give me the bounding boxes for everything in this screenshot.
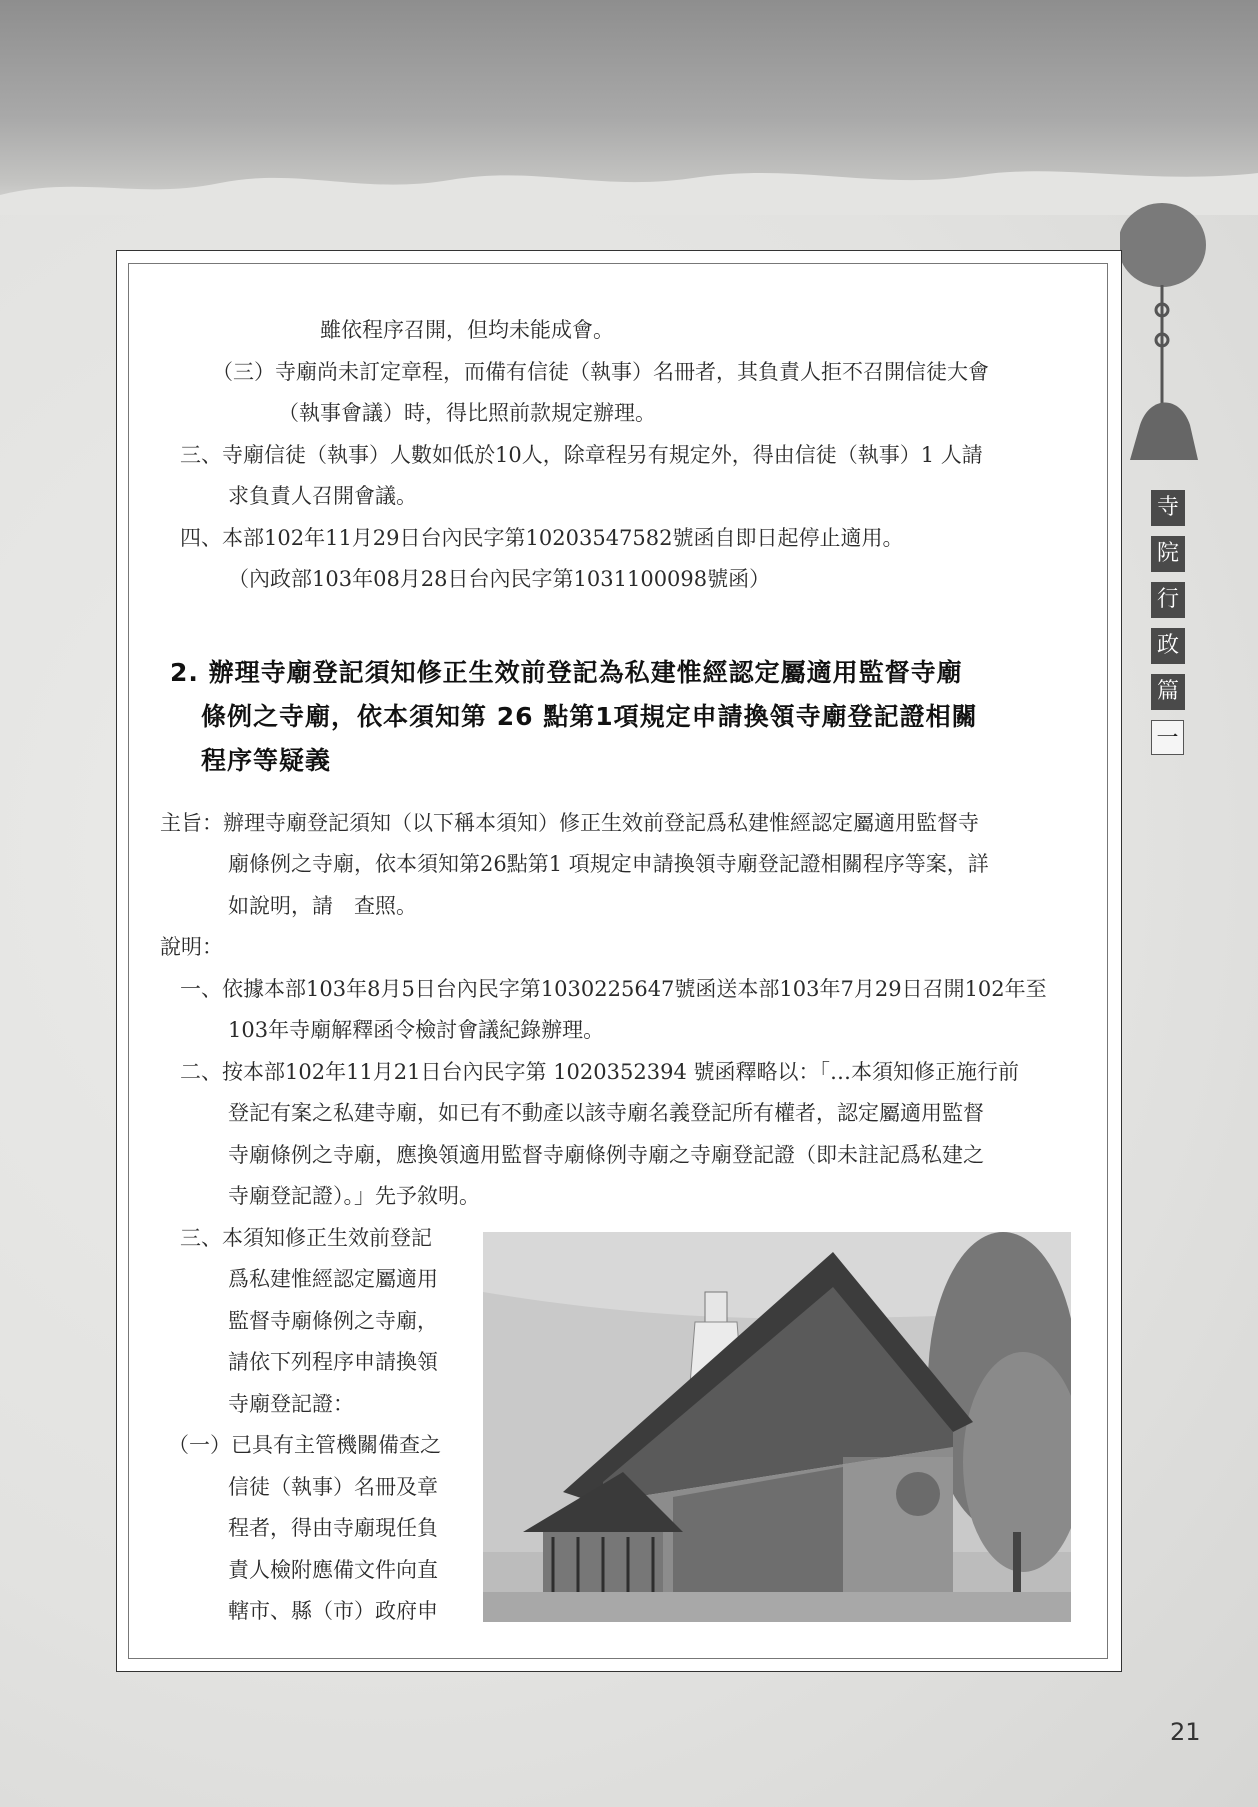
text-line: 四、本部102年11月29日台內民字第10203547582號函自即日起停止適用。 (180, 525, 904, 550)
text-line: 請依下列程序申請換領 (228, 1350, 438, 1374)
section-tab: 行 (1151, 582, 1185, 618)
section-tab: 院 (1151, 536, 1185, 572)
text-line: 主旨：辦理寺廟登記須知（以下稱本須知）修正生效前登記爲私建惟經認定屬適用監督寺 (160, 810, 979, 835)
text-line: 信徒（執事）名冊及章 (228, 1474, 438, 1499)
section-tab: 政 (1151, 628, 1185, 664)
section-tab: 寺 (1151, 490, 1185, 526)
text-line: 程者，得由寺廟現任負 (228, 1516, 438, 1540)
heading-line: 條例之寺廟，依本須知第 26 點第1項規定申請換領寺廟登記證相關 (201, 701, 978, 731)
heading-line: 2. 辦理寺廟登記須知修正生效前登記為私建惟經認定屬適用監督寺廟 (170, 657, 963, 687)
text-line: 寺廟條例之寺廟，應換領適用監督寺廟條例寺廟之寺廟登記證（即未註記爲私建之 (228, 1142, 984, 1167)
section-tab-number: 一 (1151, 720, 1184, 755)
text-line: 如說明，請 查照。 (228, 893, 417, 918)
page-number: 21 (1170, 1718, 1201, 1746)
temple-photo (483, 1232, 1071, 1622)
text-line: 一、依據本部103年8月5日台內民字第1030225647號函送本部103年7月29日召開102年至 (180, 976, 1047, 1001)
text-line: （內政部103年08月28日台內民字第1031100098號函） (228, 567, 771, 591)
section-tab: 篇 (1151, 674, 1185, 710)
text-line: 監督寺廟條例之寺廟， (228, 1308, 438, 1333)
ink-edge (0, 155, 1258, 215)
text-line: （一）已具有主管機關備查之 (168, 1433, 441, 1457)
text-line: 寺廟登記證： (228, 1391, 354, 1416)
text-line: 說明： (160, 935, 223, 959)
temple-photo-illustration (483, 1232, 1071, 1622)
text-line: 爲私建惟經認定屬適用 (228, 1267, 438, 1291)
text-line: 二、按本部102年11月21日台內民字第 1020352394 號函釋略以：「…本須知修正施行前 (180, 1059, 1019, 1084)
text-line: 103年寺廟解釋函令檢討會議紀錄辦理。 (228, 1018, 605, 1042)
text-line: 三、本須知修正生效前登記 (180, 1225, 432, 1250)
decorative-ink-band (0, 0, 1258, 215)
text-line: 責人檢附應備文件向直 (228, 1557, 438, 1582)
hanging-bell-ornament-icon (1120, 190, 1230, 490)
section-heading (150, 651, 1080, 783)
text-line: 廟條例之寺廟，依本須知第26點第1 項規定申請換領寺廟登記證相關程序等案，詳 (228, 852, 989, 876)
section-tabs (1151, 490, 1187, 765)
text-line: 求負責人召開會議。 (228, 484, 417, 508)
text-line: 登記有案之私建寺廟，如已有不動產以該寺廟名義登記所有權者，認定屬適用監督 (228, 1101, 984, 1125)
heading-line: 程序等疑義 (201, 745, 332, 775)
text-line: 雖依程序召開，但均未能成會。 (320, 318, 614, 342)
text-line: 轄市、縣（市）政府申 (228, 1599, 438, 1623)
text-line: （執事會議）時，得比照前款規定辦理。 (278, 401, 656, 425)
text-line: 三、寺廟信徒（執事）人數如低於10人，除章程另有規定外，得由信徒（執事）1 人請 (180, 442, 983, 467)
text-line: （三）寺廟尚未訂定章程，而備有信徒（執事）名冊者，其負責人拒不召開信徒大會 (212, 359, 989, 384)
text-line: 寺廟登記證）。」先予敘明。 (228, 1184, 480, 1208)
